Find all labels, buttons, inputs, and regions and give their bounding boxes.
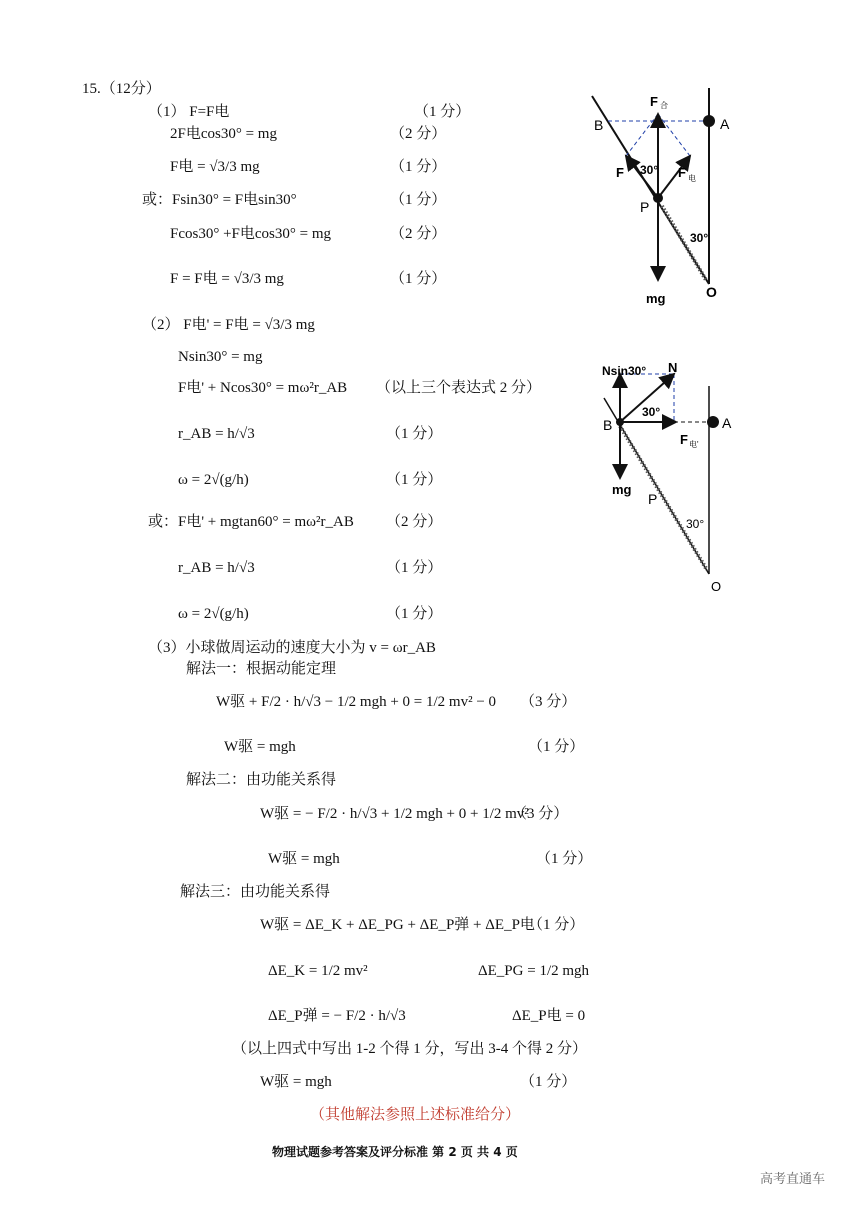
p2-line-6: 或：F电' + mgtan60° = mω²r_AB: [148, 514, 354, 530]
svg-text:O: O: [706, 284, 717, 300]
point-a: [707, 416, 719, 428]
force-diagram-2: [590, 356, 750, 596]
p3-m1-eq1: W驱 + F/2 · h/√3 − 1/2 mgh + 0 = 1/2 mv² − 0: [216, 694, 497, 710]
p3-m3-eq1: W驱 = ΔE_K + ΔE_PG + ΔE_P弹 + ΔE_P电: [260, 917, 535, 933]
p3-m3-eq2a: ΔE_K = 1/2 mv²: [268, 963, 368, 979]
p1-line-4: 或：Fsin30° = F电sin30°: [142, 192, 297, 208]
p3-m2-eq2: W驱 = mgh: [268, 851, 340, 867]
p3-m1-eq1-score: （3 分）: [520, 694, 577, 710]
p2-line-1: （2） F电' = F电 = √3/3 mg: [142, 317, 315, 333]
svg-text:电': 电': [689, 440, 699, 449]
svg-text:B: B: [594, 117, 604, 133]
p3-m3-eq3a: ΔE_P弹 = − F/2 · h/√3: [268, 1008, 406, 1024]
svg-text:电: 电: [688, 174, 696, 183]
svg-text:P: P: [648, 491, 658, 507]
p2-line-5: ω = 2√(g/h): [178, 472, 249, 488]
p1-score-1: （1 分）: [414, 104, 471, 120]
p3-m1-eq2: W驱 = mgh: [224, 739, 296, 755]
watermark: 高考直通车: [760, 1172, 826, 1187]
svg-text:N: N: [668, 360, 678, 375]
p1-line-2: 2F电cos30° = mg: [170, 126, 277, 142]
p3-m1-eq2-score: （1 分）: [528, 739, 585, 755]
page-footer: 物理试题参考答案及评分标准 第 2 页 共 4 页: [272, 1145, 518, 1159]
p3-m3-eq4-score: （1 分）: [520, 1074, 577, 1090]
ball-b: [616, 418, 624, 426]
p3-intro: （3）小球做周运动的速度大小为 v = ωr_AB: [148, 640, 436, 656]
p2-line-4: r_AB = h/√3: [178, 426, 255, 442]
svg-text:mg: mg: [612, 482, 632, 497]
svg-text:P: P: [640, 199, 650, 215]
point-a: [703, 115, 715, 127]
p2-score-6: （2 分）: [386, 514, 443, 530]
p2-line-7: r_AB = h/√3: [178, 560, 255, 576]
svg-text:合: 合: [660, 101, 668, 110]
p3-m3-eq4: W驱 = mgh: [260, 1074, 332, 1090]
p2-line-2: Nsin30° = mg: [178, 349, 263, 365]
p2-score-8: （1 分）: [386, 606, 443, 622]
svg-text:30°: 30°: [686, 517, 705, 531]
svg-text:30°: 30°: [642, 405, 661, 419]
p2-score-3: （以上三个表达式 2 分）: [376, 380, 542, 396]
svg-text:Nsin30°: Nsin30°: [602, 364, 647, 378]
force-diagram-1: [578, 84, 738, 310]
svg-text:A: A: [722, 415, 732, 431]
inclined-rod: [592, 96, 709, 284]
p1-score-4: （1 分）: [390, 192, 447, 208]
p3-m2-eq2-score: （1 分）: [536, 851, 593, 867]
p3-m3-eq2b: ΔE_PG = 1/2 mgh: [478, 963, 590, 979]
svg-text:30°: 30°: [640, 163, 659, 177]
p1-line-3: F电 = √3/3 mg: [170, 159, 260, 175]
p1-score-3: （1 分）: [390, 159, 447, 175]
svg-text:F: F: [650, 94, 658, 109]
svg-text:O: O: [711, 579, 722, 594]
p3-m3-note: （以上四式中写出 1-2 个得 1 分，写出 3-4 个得 2 分）: [232, 1041, 587, 1057]
p2-score-7: （1 分）: [386, 560, 443, 576]
p3-method3-title: 解法三：由功能关系得: [180, 884, 331, 900]
p3-m2-eq1-score: （3 分）: [512, 806, 569, 822]
p1-line-1: （1） F=F电: [148, 104, 230, 120]
svg-text:30°: 30°: [690, 231, 709, 245]
p3-m2-eq1: W驱 = − F/2 · h/√3 + 1/2 mgh + 0 + 1/2 mv²: [260, 806, 529, 822]
svg-text:B: B: [603, 417, 613, 433]
question-number: 15.（12分）: [82, 81, 161, 97]
p1-line-6: F = F电 = √3/3 mg: [170, 271, 284, 287]
p1-score-2: （2 分）: [390, 126, 447, 142]
p2-score-4: （1 分）: [386, 426, 443, 442]
other-methods-note: （其他解法参照上述标准给分）: [310, 1107, 521, 1123]
p3-method1-title: 解法一：根据动能定理: [186, 661, 337, 677]
svg-text:A: A: [720, 116, 730, 132]
svg-text:F: F: [616, 165, 624, 180]
svg-text:F: F: [678, 165, 686, 180]
p3-m3-eq3b: ΔE_P电 = 0: [512, 1008, 586, 1024]
p1-line-5: Fcos30° +F电cos30° = mg: [170, 226, 332, 242]
p1-score-5: （2 分）: [390, 226, 447, 242]
p3-m3-eq1-score: （1 分）: [528, 917, 585, 933]
ball-p: [653, 193, 663, 203]
p3-method2-title: 解法二：由功能关系得: [186, 772, 337, 788]
p2-score-5: （1 分）: [386, 472, 443, 488]
p2-line-8: ω = 2√(g/h): [178, 606, 249, 622]
p2-line-3: F电' + Ncos30° = mω²r_AB: [178, 380, 348, 396]
svg-text:mg: mg: [646, 291, 666, 306]
svg-text:F: F: [680, 432, 688, 447]
p1-score-6: （1 分）: [390, 271, 447, 287]
